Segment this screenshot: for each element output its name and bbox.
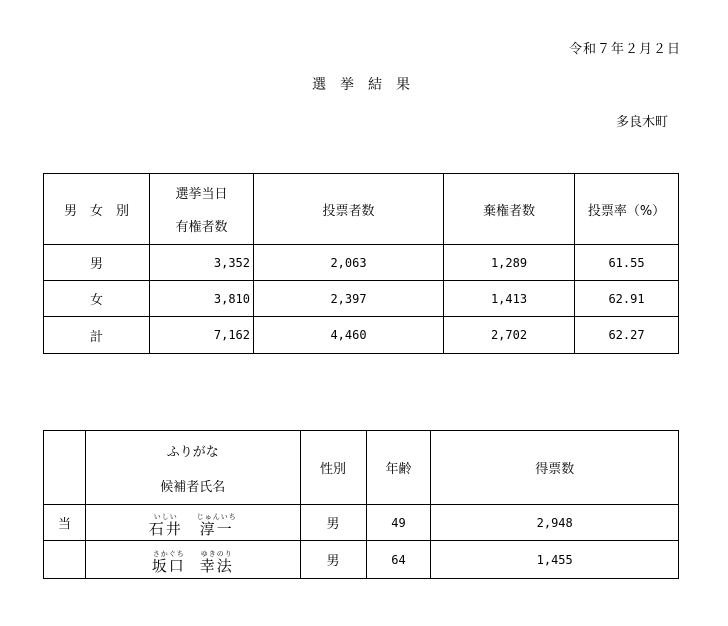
elected-mark: 当 — [44, 505, 86, 541]
header-rate: 投票率（%） — [575, 174, 679, 245]
table-row — [44, 505, 679, 541]
header-name: 候補者氏名 — [160, 479, 226, 495]
registered-count: 3,352 — [150, 245, 254, 281]
abstain-count: 1,413 — [444, 281, 575, 317]
candidate-sex: 男 — [300, 541, 366, 579]
date-text: 令和７年２月２日 — [568, 42, 681, 57]
table-row — [44, 317, 679, 354]
candidates-header-row — [44, 431, 679, 505]
abstain-count: 2,702 — [444, 317, 575, 354]
header-gender: 男 女 別 — [44, 174, 150, 245]
header-candidate-name — [85, 431, 300, 505]
given-name: 淳一 — [199, 520, 234, 538]
turnout-rate: 61.55 — [575, 245, 679, 281]
surname-ruby: さかぐち — [152, 550, 185, 558]
header-registered-line2: 有権者数 — [175, 220, 228, 235]
row-label: 男 — [44, 245, 150, 281]
surname: 石井 — [148, 520, 183, 538]
row-label: 女 — [44, 281, 150, 317]
voters-count: 2,397 — [254, 281, 444, 317]
voters-count: 4,460 — [254, 317, 444, 354]
town-name: 多良木町 — [615, 115, 668, 130]
table-row — [44, 281, 679, 317]
header-furigana: ふりがな — [166, 444, 219, 460]
candidate-votes: 1,455 — [431, 541, 679, 579]
surname: 坂口 — [151, 557, 186, 575]
elected-mark — [44, 541, 86, 579]
header-registered — [150, 174, 254, 245]
turnout-table — [43, 173, 679, 354]
candidate-name — [85, 505, 300, 541]
header-sex: 性別 — [300, 431, 366, 505]
candidate-age: 64 — [366, 541, 431, 579]
abstain-count: 1,289 — [444, 245, 575, 281]
voters-count: 2,063 — [254, 245, 444, 281]
candidate-sex: 男 — [300, 505, 366, 541]
header-votes: 得票数 — [431, 431, 679, 505]
header-registered-line1: 選挙当日 — [175, 187, 228, 202]
given-name-ruby: じゅんいち — [196, 513, 237, 521]
candidates-table — [43, 430, 679, 579]
header-age: 年齢 — [366, 431, 431, 505]
given-name: 幸法 — [199, 557, 234, 575]
header-abstain: 棄権者数 — [444, 174, 575, 245]
turnout-rate: 62.91 — [575, 281, 679, 317]
page-title: 選挙結果 — [312, 77, 424, 93]
header-mark — [44, 431, 86, 505]
registered-count: 7,162 — [150, 317, 254, 354]
table-row — [44, 541, 679, 579]
turnout-rate: 62.27 — [575, 317, 679, 354]
row-label: 計 — [44, 317, 150, 354]
candidate-votes: 2,948 — [431, 505, 679, 541]
turnout-header-row — [44, 174, 679, 245]
registered-count: 3,810 — [150, 281, 254, 317]
candidate-age: 49 — [366, 505, 431, 541]
given-name-ruby: ゆきのり — [200, 550, 233, 558]
header-voters: 投票者数 — [254, 174, 444, 245]
candidate-name — [85, 541, 300, 579]
table-row — [44, 245, 679, 281]
surname-ruby: いしい — [153, 513, 178, 521]
